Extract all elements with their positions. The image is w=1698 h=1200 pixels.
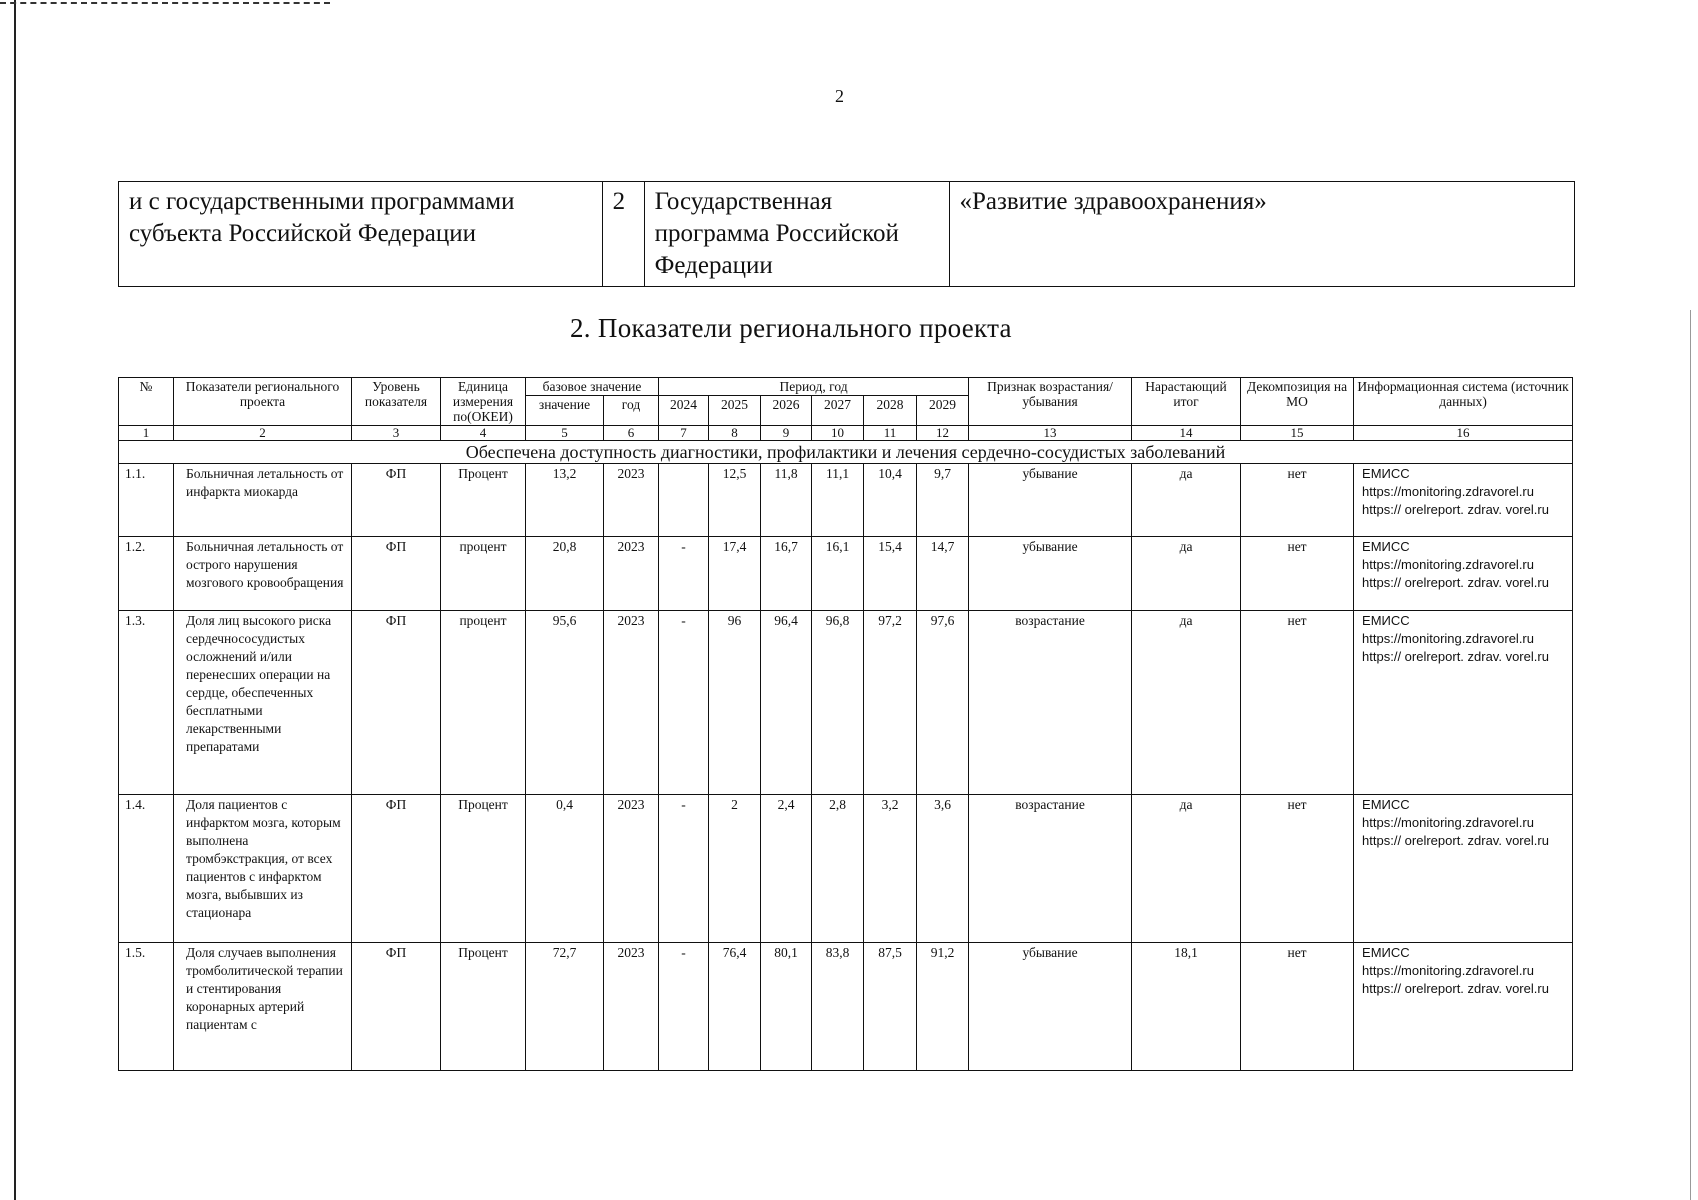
value-2025: 96 [709,611,761,795]
decomposition: нет [1241,464,1354,537]
base-value: 72,7 [526,943,604,1071]
info-system: ЕМИСС https://monitoring.zdravorel.ru https:// orelreport. zdrav. vorel.ru [1354,943,1573,1071]
row-number: 1.3. [119,611,174,795]
base-year: 2023 [604,611,659,795]
table-row [119,943,1573,1071]
scan-edge-right [1690,310,1691,1200]
value-2025: 2 [709,795,761,943]
value-2028: 15,4 [864,537,917,611]
header-level: Уровень показателя [352,378,441,426]
trend: убывание [969,537,1132,611]
column-number: 8 [709,426,761,441]
value-2027: 83,8 [812,943,864,1071]
indicator-unit: Процент [441,464,526,537]
header-year-2027: 2027 [812,396,864,426]
info-system: ЕМИСС https://monitoring.zdravorel.ru https:// orelreport. zdrav. vorel.ru [1354,537,1573,611]
decomposition: нет [1241,611,1354,795]
base-value: 13,2 [526,464,604,537]
column-numbers-row [119,426,1573,441]
value-2026: 11,8 [761,464,812,537]
row-number: 1.4. [119,795,174,943]
cumulative: 18,1 [1132,943,1241,1071]
value-2026: 80,1 [761,943,812,1071]
header-year-2024: 2024 [659,396,709,426]
value-2028: 10,4 [864,464,917,537]
column-number: 4 [441,426,526,441]
value-2027: 16,1 [812,537,864,611]
base-value: 95,6 [526,611,604,795]
indicators-table [118,377,1573,1071]
program-row [119,182,1575,287]
program-table [118,181,1575,287]
trend: возрастание [969,611,1132,795]
header-trend: Признак возрастания/убывания [969,378,1132,426]
group-row [119,441,1573,464]
header-year-2029: 2029 [917,396,969,426]
column-number: 14 [1132,426,1241,441]
header-year-2028: 2028 [864,396,917,426]
indicator-level: ФП [352,943,441,1071]
header-no: № [119,378,174,426]
column-number: 13 [969,426,1132,441]
column-number: 5 [526,426,604,441]
value-2029: 14,7 [917,537,969,611]
value-2026: 2,4 [761,795,812,943]
base-year: 2023 [604,537,659,611]
column-number: 7 [659,426,709,441]
table-row [119,464,1573,537]
cumulative: да [1132,537,1241,611]
column-number: 3 [352,426,441,441]
indicator-unit: процент [441,611,526,795]
trend: убывание [969,464,1132,537]
header-name: Показатели регионального проекта [174,378,352,426]
header-period: Период, год [659,378,969,396]
header-year-2025: 2025 [709,396,761,426]
value-2028: 3,2 [864,795,917,943]
info-system: ЕМИСС https://monitoring.zdravorel.ru https:// orelreport. zdrav. vorel.ru [1354,464,1573,537]
indicator-unit: Процент [441,943,526,1071]
trend: возрастание [969,795,1132,943]
base-value: 0,4 [526,795,604,943]
indicator-name: Доля лиц высокого риска сердечнососудистых осложнений и/или перенесших операции на сердце, обеспеченных бесплатными лекарственными препаратами [174,611,352,795]
value-2028: 87,5 [864,943,917,1071]
column-number: 9 [761,426,812,441]
indicator-level: ФП [352,795,441,943]
value-2029: 91,2 [917,943,969,1071]
row-number: 1.5. [119,943,174,1071]
indicator-level: ФП [352,611,441,795]
decomposition: нет [1241,537,1354,611]
info-system: ЕМИСС https://monitoring.zdravorel.ru https:// orelreport. zdrav. vorel.ru [1354,795,1573,943]
page-number: 2 [835,86,844,106]
program-cell-relation: и с государственными программами субъекта Российской Федерации [119,182,603,287]
indicator-level: ФП [352,537,441,611]
column-number: 6 [604,426,659,441]
info-system: ЕМИСС https://monitoring.zdravorel.ru https:// orelreport. zdrav. vorel.ru [1354,611,1573,795]
value-2027: 96,8 [812,611,864,795]
indicator-unit: процент [441,537,526,611]
cumulative: да [1132,795,1241,943]
header-base-year: год [604,396,659,426]
row-number: 1.1. [119,464,174,537]
base-year: 2023 [604,795,659,943]
column-number: 1 [119,426,174,441]
scan-edge-top [0,2,330,5]
program-cell-type: Государственная программа Российской Федерации [644,182,949,287]
column-number: 10 [812,426,864,441]
row-number: 1.2. [119,537,174,611]
base-year: 2023 [604,464,659,537]
base-value: 20,8 [526,537,604,611]
trend: убывание [969,943,1132,1071]
value-2025: 76,4 [709,943,761,1071]
table-row [119,537,1573,611]
indicator-name: Доля случаев выполнения тромболитической терапии и стентирования коронарных артерий пациентам с [174,943,352,1071]
value-2029: 9,7 [917,464,969,537]
value-2027: 11,1 [812,464,864,537]
value-2024: - [659,611,709,795]
program-cell-number: 2 [602,182,644,287]
value-2024: - [659,943,709,1071]
value-2024 [659,464,709,537]
header-base-value: значение [526,396,604,426]
header-cumulative: Нарастающий итог [1132,378,1241,426]
header-unit: Единица измерения по(ОКЕИ) [441,378,526,426]
value-2026: 96,4 [761,611,812,795]
column-number: 11 [864,426,917,441]
value-2024: - [659,537,709,611]
value-2027: 2,8 [812,795,864,943]
header-decomposition: Декомпозиция на МО [1241,378,1354,426]
header-info-system: Информационная система (источник данных) [1354,378,1573,426]
group-title: Обеспечена доступность диагностики, профилактики и лечения сердечно-сосудистых заболеваний [119,441,1573,464]
value-2024: - [659,795,709,943]
value-2029: 97,6 [917,611,969,795]
header-base: базовое значение [526,378,659,396]
column-number: 2 [174,426,352,441]
indicator-name: Больничная летальность от инфаркта миокарда [174,464,352,537]
value-2025: 12,5 [709,464,761,537]
cumulative: да [1132,464,1241,537]
value-2025: 17,4 [709,537,761,611]
value-2028: 97,2 [864,611,917,795]
indicator-name: Больничная летальность от острого нарушения мозгового кровообращения [174,537,352,611]
indicator-name: Доля пациентов с инфарктом мозга, которым выполнена тромбэкстракция, от всех пациентов с инфарктом мозга, выбывших из стационара [174,795,352,943]
column-number: 15 [1241,426,1354,441]
section-title: 2. Показатели регионального проекта [570,313,1012,343]
table-row [119,611,1573,795]
table-row [119,795,1573,943]
program-cell-name: «Развитие здравоохранения» [949,182,1575,287]
indicator-unit: Процент [441,795,526,943]
header-year-2026: 2026 [761,396,812,426]
base-year: 2023 [604,943,659,1071]
column-number: 16 [1354,426,1573,441]
value-2029: 3,6 [917,795,969,943]
decomposition: нет [1241,943,1354,1071]
cumulative: да [1132,611,1241,795]
indicator-level: ФП [352,464,441,537]
value-2026: 16,7 [761,537,812,611]
scan-edge-left [14,0,16,1200]
column-number: 12 [917,426,969,441]
decomposition: нет [1241,795,1354,943]
